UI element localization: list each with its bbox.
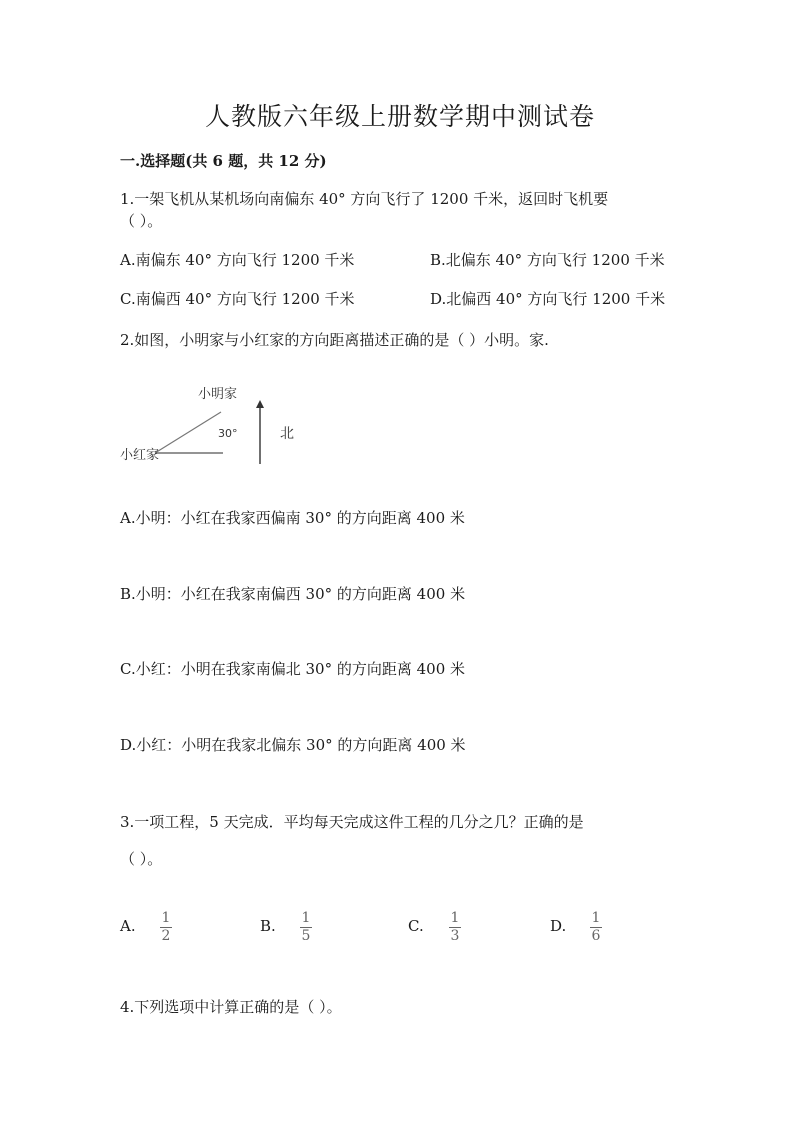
denominator: 3 bbox=[450, 928, 460, 944]
q1-option-c: C.南偏西 40° 方向飞行 1200 千米 bbox=[120, 290, 355, 308]
numerator: 1 bbox=[161, 910, 171, 926]
numerator: 1 bbox=[450, 910, 460, 926]
label-angle: 30° bbox=[218, 427, 238, 440]
direction-diagram bbox=[110, 380, 310, 470]
q3-option-a-label: A. bbox=[120, 917, 136, 935]
q2-option-b: B.小明：小红在我家南偏西 30° 的方向距离 400 米 bbox=[120, 585, 466, 603]
numerator: 1 bbox=[591, 910, 601, 926]
q3-option-d-fraction bbox=[590, 911, 602, 944]
q3-option-d-label: D. bbox=[550, 917, 567, 935]
line-to-xiaoming bbox=[155, 412, 221, 453]
q1-stem-line2: （ ）。 bbox=[120, 212, 163, 230]
q4-stem: 4.下列选项中计算正确的是（ ）。 bbox=[120, 998, 342, 1016]
north-arrow-icon bbox=[256, 400, 264, 408]
q2-stem: 2.如图，小明家与小红家的方向距离描述正确的是（ ）小明。家. bbox=[120, 331, 549, 349]
denominator: 2 bbox=[161, 928, 171, 944]
q2-option-a: A.小明：小红在我家西偏南 30° 的方向距离 400 米 bbox=[120, 509, 465, 527]
q1-stem-line1: 1.一架飞机从某机场向南偏东 40° 方向飞行了 1200 千米，返回时飞机要 bbox=[120, 190, 609, 208]
q3-stem-line2: （ ）。 bbox=[120, 850, 163, 868]
q1-option-d: D.北偏西 40° 方向飞行 1200 千米 bbox=[430, 290, 666, 308]
q3-option-c-fraction bbox=[449, 911, 461, 944]
q1-option-a: A.南偏东 40° 方向飞行 1200 千米 bbox=[120, 251, 355, 269]
q3-option-a-fraction bbox=[160, 911, 172, 944]
page-title: 人教版六年级上册数学期中测试卷 bbox=[204, 102, 595, 131]
denominator: 5 bbox=[301, 928, 311, 944]
q3-stem-line1: 3.一项工程，5 天完成．平均每天完成这件工程的几分之几？正确的是 bbox=[120, 813, 584, 831]
label-xiaohong-home: 小红家 bbox=[120, 448, 160, 463]
section-heading: 一.选择题(共 6 题，共 12 分) bbox=[120, 152, 327, 170]
label-xiaoming-home: 小明家 bbox=[198, 387, 238, 402]
q2-option-d: D.小红：小明在我家北偏东 30° 的方向距离 400 米 bbox=[120, 736, 466, 754]
q2-option-c: C.小红：小明在我家南偏北 30° 的方向距离 400 米 bbox=[120, 660, 466, 678]
q3-option-c-label: C. bbox=[408, 917, 424, 935]
q3-option-b-label: B. bbox=[260, 917, 276, 935]
numerator: 1 bbox=[301, 910, 311, 926]
label-north: 北 bbox=[280, 426, 294, 442]
q1-option-b: B.北偏东 40° 方向飞行 1200 千米 bbox=[430, 251, 665, 269]
denominator: 6 bbox=[591, 928, 601, 944]
q3-option-b-fraction bbox=[300, 911, 312, 944]
